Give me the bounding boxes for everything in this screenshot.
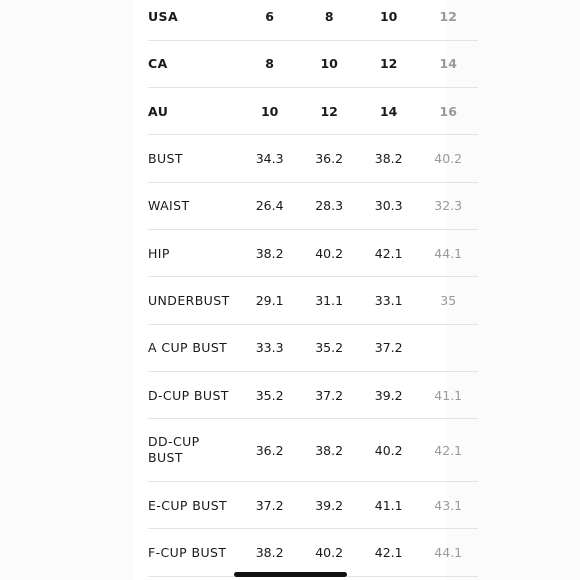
measurement-cell: 31.1 — [299, 277, 359, 324]
size-chart-panel[interactable] — [133, 0, 463, 580]
row-label-line: DD-CUP — [148, 434, 200, 450]
measurement-cell: 43.1 — [418, 482, 478, 529]
size-cell: 14 — [418, 40, 478, 87]
home-indicator[interactable] — [234, 572, 347, 577]
measurement-cell: 40.2 — [359, 419, 419, 482]
measurement-cell: 38.2 — [359, 135, 419, 182]
measurement-cell: 33.3 — [240, 324, 300, 371]
size-row-usa — [148, 0, 478, 40]
measurement-cell: 40.2 — [418, 135, 478, 182]
measurement-cell: 35 — [418, 277, 478, 324]
measurement-cell: 30.3 — [359, 182, 419, 229]
measurement-row-d-cup-bust — [148, 371, 478, 418]
measurement-cell: 36.2 — [240, 419, 300, 482]
measurement-row-bust — [148, 135, 478, 182]
measurement-cell: 42.1 — [359, 529, 419, 576]
size-cell: 12 — [359, 40, 419, 87]
row-label-waist: WAIST — [148, 182, 240, 229]
size-cell: 10 — [240, 88, 300, 135]
size-cell: 8 — [299, 0, 359, 40]
measurement-cell: 26.4 — [240, 182, 300, 229]
measurement-cell: 44.1 — [418, 529, 478, 576]
size-row-au — [148, 88, 478, 135]
measurement-row-dd-cup-bust — [148, 419, 478, 482]
row-label-d-cup-bust: D-CUP BUST — [148, 371, 240, 418]
measurement-cell: 44.1 — [418, 229, 478, 276]
measurement-cell: 34.3 — [240, 135, 300, 182]
size-cell: 10 — [299, 40, 359, 87]
measurement-cell: 38.2 — [299, 419, 359, 482]
measurement-cell: 36.2 — [299, 135, 359, 182]
measurement-cell: 40.2 — [299, 229, 359, 276]
measurement-cell: 37.2 — [359, 324, 419, 371]
measurement-cell: 41.1 — [418, 371, 478, 418]
measurement-row-underbust — [148, 277, 478, 324]
size-cell: 6 — [240, 0, 300, 40]
measurement-cell: 37.2 — [240, 482, 300, 529]
row-label-underbust: UNDERBUST — [148, 277, 240, 324]
size-row-ca — [148, 40, 478, 87]
row-label-ca: CA — [148, 40, 240, 87]
size-cell: 12 — [418, 0, 478, 40]
measurement-cell: 39.2 — [359, 371, 419, 418]
measurement-row-e-cup-bust — [148, 482, 478, 529]
measurement-cell: 42.1 — [418, 419, 478, 482]
row-label-a-cup-bust: A CUP BUST — [148, 324, 240, 371]
size-cell: 16 — [418, 88, 478, 135]
row-label-au: AU — [148, 88, 240, 135]
measurement-cell: 40.2 — [299, 529, 359, 576]
measurement-cell: 39.2 — [299, 482, 359, 529]
measurement-cell: 28.3 — [299, 182, 359, 229]
row-label-dd-cup-bust — [148, 419, 240, 482]
measurement-cell: 29.1 — [240, 277, 300, 324]
measurement-cell: 38.2 — [240, 229, 300, 276]
size-cell: 10 — [359, 0, 419, 40]
measurement-cell: 42.1 — [359, 229, 419, 276]
measurement-cell: 37.2 — [299, 371, 359, 418]
measurement-cell: 32.3 — [418, 182, 478, 229]
measurement-cell: 41.1 — [359, 482, 419, 529]
measurement-cell: 33.1 — [359, 277, 419, 324]
size-cell: 14 — [359, 88, 419, 135]
row-label-hip: HIP — [148, 229, 240, 276]
row-label-bust: BUST — [148, 135, 240, 182]
size-cell: 8 — [240, 40, 300, 87]
size-chart-table — [148, 0, 478, 577]
measurement-row-waist — [148, 182, 478, 229]
measurement-cell — [418, 324, 478, 371]
measurement-cell: 38.2 — [240, 529, 300, 576]
measurement-row-f-cup-bust — [148, 529, 478, 576]
measurement-row-hip — [148, 229, 478, 276]
measurement-cell: 35.2 — [299, 324, 359, 371]
row-label-e-cup-bust: E-CUP BUST — [148, 482, 240, 529]
row-label-usa: USA — [148, 0, 240, 40]
row-label-f-cup-bust: F-CUP BUST — [148, 529, 240, 576]
row-label-line: BUST — [148, 450, 183, 466]
measurement-cell: 35.2 — [240, 371, 300, 418]
size-cell: 12 — [299, 88, 359, 135]
measurement-row-a-cup-bust — [148, 324, 478, 371]
